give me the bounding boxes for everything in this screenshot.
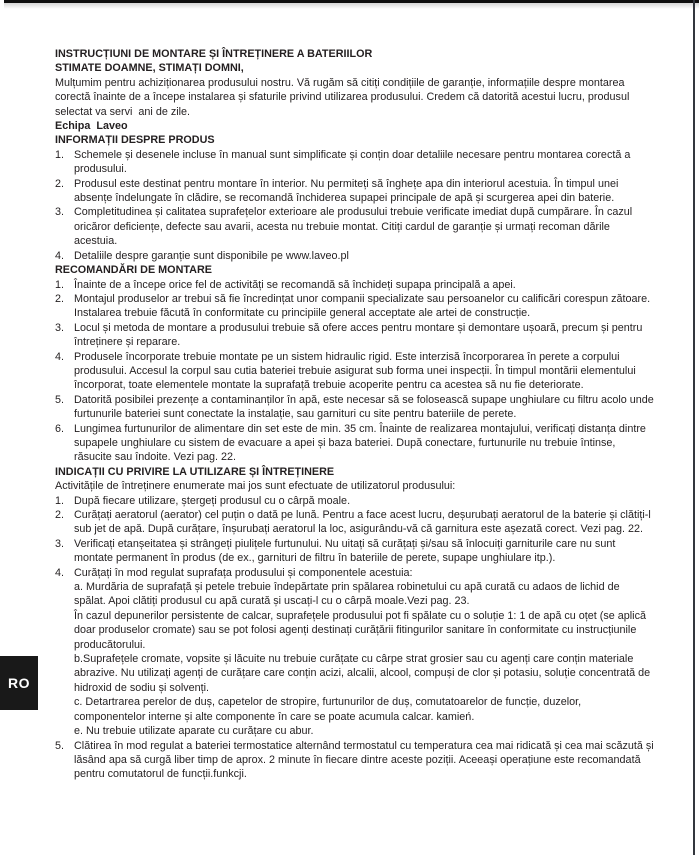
list-item — [55, 321, 654, 350]
list-item-subparagraph: b.Suprafețele cromate, vopsite și lăcuite nu trebuie curățate cu cârpe strat grosier sau cu agenți care conțin materiale abrazive. Nu utilizați agenți de curățare care conțin acizi, alcalii, alcool, compuși de clor și potasiu, soluție concentrată de hidroxid de sodiu și solvenți. — [74, 653, 654, 694]
list-item-text: Înainte de a începe orice fel de activități se recomandă să închideți supapa principală a apei. — [74, 278, 516, 291]
list-item-number: 4. — [55, 566, 65, 579]
list-item-number: 5. — [55, 739, 65, 752]
list-item-body — [74, 508, 654, 537]
list-item-body — [74, 249, 654, 263]
list-item-text: Schemele și desenele incluse în manual sunt simplificate și conțin doar detaliile necesare pentru montarea corectă a produsului. — [74, 148, 634, 176]
page-top-shadow — [4, 3, 699, 9]
list-item — [55, 278, 654, 292]
list-item — [55, 537, 654, 566]
language-tab-label: RO — [8, 675, 30, 691]
list-item-number: 2. — [55, 292, 65, 305]
section-heading: INFORMAȚII DESPRE PRODUS — [55, 134, 215, 147]
list-item — [55, 422, 654, 465]
list-item — [55, 148, 654, 177]
list-item — [55, 249, 654, 263]
list-item-body — [74, 177, 654, 206]
list-item-number: 4. — [55, 350, 65, 363]
list-item — [55, 508, 654, 537]
list-item-number: 5. — [55, 393, 65, 406]
list-item-body — [74, 292, 654, 321]
list-item-subparagraph: e. Nu trebuie utilizate aparate cu curățare cu abur. — [74, 725, 314, 738]
list-item-body — [74, 278, 654, 292]
doc-salutation: STIMATE DOAMNE, STIMAȚI DOMNI, — [55, 62, 244, 75]
doc-sections — [55, 133, 657, 781]
list-item-subparagraph: În cazul depunerilor persistente de calcar, suprafețele produsului pot fi spălate cu o soluție 1: 1 de apă cu oțet (se aplică doar produselor cromate) sau se pot folosi agenți destinați curățării fitingurilor sanitare în conformitate cu instrucțiunile producătorului. — [74, 609, 649, 651]
list-item-text: Curățați în mod regulat suprafața produsului și componentele acestuia: — [74, 566, 413, 579]
section — [55, 263, 657, 465]
list-item-subparagraph: a. Murdăria de suprafață și petele trebuie îndepărtate prin spălarea robinetului cu apă curată cu adaos de lichid de spălat. Apoi clătiți produsul cu apă curată și uscați-l cu o cârpă moale.Vezi pag. 23. — [74, 581, 623, 608]
list-item-number: 1. — [55, 278, 65, 291]
language-tab — [0, 656, 38, 710]
list-item — [55, 205, 654, 248]
section-heading: RECOMANDĂRI DE MONTARE — [55, 264, 212, 277]
list-item-subparagraph: c. Detartrarea perelor de duș, capetelor de stropire, furtunurilor de duș, comutatoarelor de funcție, duzelor, componentelor interne și alte componente în care se poate acumula calcar. kamień. — [74, 696, 585, 723]
list-item-text: După fiecare utilizare, ștergeți produsul cu o cârpă moale. — [74, 494, 351, 507]
list-item-text: Montajul produselor ar trebui să fie încredințat unor companii specializate sau persoanelor cu calificări corespun zătoare. Instalarea trebuie făcută în conformitate cu principiile general acceptate ale artei de construcție. — [74, 292, 654, 320]
list-item-body — [74, 494, 654, 508]
doc-title: INSTRUCȚIUNI DE MONTARE ȘI ÎNTREȚINERE A BATERIILOR — [55, 48, 373, 60]
list-item — [55, 739, 657, 782]
list-item — [55, 292, 654, 321]
list-item-number: 3. — [55, 537, 65, 550]
list-item-text: Clătirea în mod regulat a bateriei termostatice alternând termostatul cu temperatura cea mai ridicată și cea mai scăzută și lăsând apa să curgă liber timp de aprox. 2 minute în fiecare dintre aceste poziții. Aceeași operațiune este recomandată pentru comutatorul de funcții.funkcji. — [74, 739, 657, 781]
list-item-text: Lungimea furtunurilor de alimentare din set este de min. 35 cm. Înainte de realizarea montajului, verificați distanța dintre supapele unghiulare cu sistem de evacuare a apei și baza bateriei. După conectare, furtunurile nu trebuie întinse, răsucite sau îndoite. Vezi pag. 22. — [74, 422, 649, 464]
list-item-body — [74, 205, 654, 248]
doc-intro: Mulțumim pentru achiziționarea produsului nostru. Vă rugăm să citiți condițiile de garanție, informațiile despre montarea corectă înainte de a începe instalarea și sfaturile privind utilizarea produsului. Credem că datorită acestui lucru, produsul selectat va servi ani de zile. — [55, 76, 633, 118]
list-item-number: 6. — [55, 422, 65, 435]
list-item-body — [74, 739, 657, 782]
doc-signature: Echipa Laveo — [55, 120, 128, 133]
section-heading: INDICAȚII CU PRIVIRE LA UTILIZARE ȘI ÎNTREȚINERE — [55, 465, 335, 478]
list-item-body — [74, 566, 654, 739]
list-item-number: 1. — [55, 148, 65, 161]
list-item-body — [74, 350, 654, 393]
section-intro: Activitățile de întreținere enumerate mai jos sunt efectuate de utilizatorul produsului: — [55, 480, 456, 493]
list-item-text: Produsul este destinat pentru montare în interior. Nu permiteți să înghețe apa din interiorul acestuia. În timpul unei absențe îndelungate în clădire, se recomandă închiderea supapei principale de apă și scurgerea apei din baterie. — [74, 177, 622, 205]
list-item-body — [74, 393, 657, 422]
list-item-number: 3. — [55, 206, 65, 219]
list-item — [55, 350, 654, 393]
list-item-text: Locul și metoda de montare a produsului trebuie să ofere acces pentru montare și demontare ușoară, precum și pentru întreținere și reparare. — [74, 321, 646, 349]
list-item-text: Datorită posibilei prezențe a contaminanților în apă, este necesar să se folosească supape unghiulare cu filtru acolo unde furtunurile bateriei sunt conectate la instalație, sau garnituri cu site pentru bateriile de perete. — [74, 393, 657, 421]
section — [55, 133, 654, 263]
list-item-text: Produsele încorporate trebuie montate pe un sistem hidraulic rigid. Este interzisă încorporarea în perete a corpului produsului. Accesul la corpul sau cutia bateriei trebuie asigurat sub forma unei inspecții. În timpul montării elementului încorporat, toate elementele montate la suprafață trebuie acoperite pentru ca acestea să nu fie deteriorate. — [74, 350, 639, 392]
list-item-body — [74, 537, 654, 566]
section — [55, 465, 657, 782]
list-item-text: Detaliile despre garanție sunt disponibile pe www.laveo.pl — [74, 249, 349, 262]
list-item-number: 3. — [55, 321, 65, 334]
list-item-number: 4. — [55, 249, 65, 262]
list-item-text: Completitudinea și calitatea suprafețelor exterioare ale produsului trebuie verificate imediat după cumpărare. În cazul oricăror deficiențe, defecte sau avarii, acesta nu trebuie montat. Citiți cardul de garanție și urmați recoman dările acestuia. — [74, 206, 636, 248]
list-item-body — [74, 148, 654, 177]
list-item-text: Curățați aeratorul (aerator) cel puțin o dată pe lună. Pentru a face acest lucru, deșurubați aeratorul de la baterie și clătiți-l sub jet de apă. După curățare, înșurubați aeratorul la loc, asigurându-vă că garnitura este așezată corect. Vezi pag. 22. — [74, 509, 654, 536]
list-item-number: 1. — [55, 494, 65, 507]
list-item-body — [74, 422, 654, 465]
list-item-body — [74, 321, 654, 350]
list-item — [55, 177, 654, 206]
page-right-edge — [693, 0, 695, 855]
list-item — [55, 566, 654, 739]
list-item-number: 2. — [55, 177, 65, 190]
list-item-text: Verificați etanșeitatea și strângeți piulițele furtunului. Nu uitați să curățați și/sau să înlocuiți garniturile care nu sunt montate permanent în produs (de ex., garnituri de filtru în bateriile de perete, supape unghiulare itp.). — [74, 537, 619, 565]
list-item — [55, 393, 657, 422]
list-item-number: 2. — [55, 509, 65, 521]
doc-content — [55, 47, 657, 782]
list-item — [55, 494, 654, 508]
